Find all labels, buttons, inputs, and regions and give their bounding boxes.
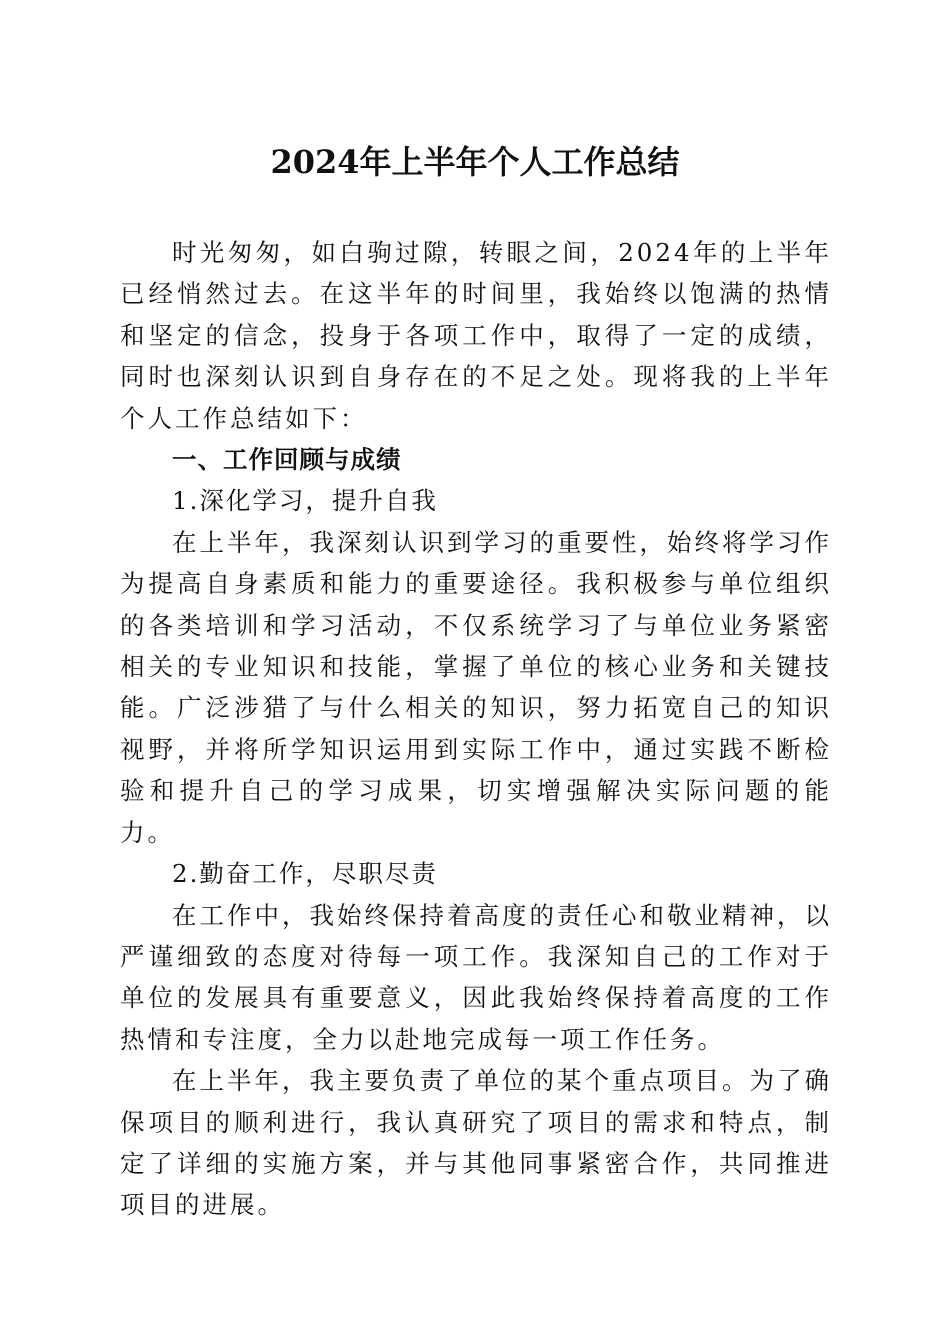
- diligence-paragraph-1: 在工作中，我始终保持着高度的责任心和敬业精神，以严谨细致的态度对待每一项工作。我深知自己的工作对于单位的发展具有重要意义，因此我始终保持着高度的工作热情和专注度，全力以赴地完成每一项工作任务。: [120, 900, 832, 1054]
- intro-paragraph: 时光匆匆，如白驹过隙，转眼之间，2024年的上半年已经悄然过去。在这半年的时间里，我始终以饱满的热情和坚定的信念，投身于各项工作中，取得了一定的成绩，同时也深刻认识到自身存在的不足之处。现将我的上半年个人工作总结如下：: [120, 238, 832, 433]
- subheading-diligence: 2.勤奋工作，尽职尽责: [172, 859, 438, 889]
- subheading-study: 1.深化学习，提升自我: [172, 486, 438, 516]
- study-paragraph: 在上半年，我深刻认识到学习的重要性，始终将学习作为提高自身素质和能力的重要途径。我积极参与单位组织的各类培训和学习活动，不仅系统学习了与单位业务紧密相关的专业知识和技能，掌握了单位的核心业务和关键技能。广泛涉猎了与什么相关的知识，努力拓宽自己的知识视野，并将所学知识运用到实际工作中，通过实践不断检验和提升自己的学习成果，切实增强解决实际问题的能力。: [120, 527, 832, 847]
- section-heading-work-review: 一、工作回顾与成绩: [172, 445, 402, 475]
- document-body: [120, 232, 832, 1226]
- document-title: 2024年上半年个人工作总结: [270, 143, 680, 181]
- diligence-paragraph-2: 在上半年，我主要负责了单位的某个重点项目。为了确保项目的顺利进行，我认真研究了项目的需求和特点，制定了详细的实施方案，并与其他同事紧密合作，共同推进项目的进展。: [120, 1066, 832, 1220]
